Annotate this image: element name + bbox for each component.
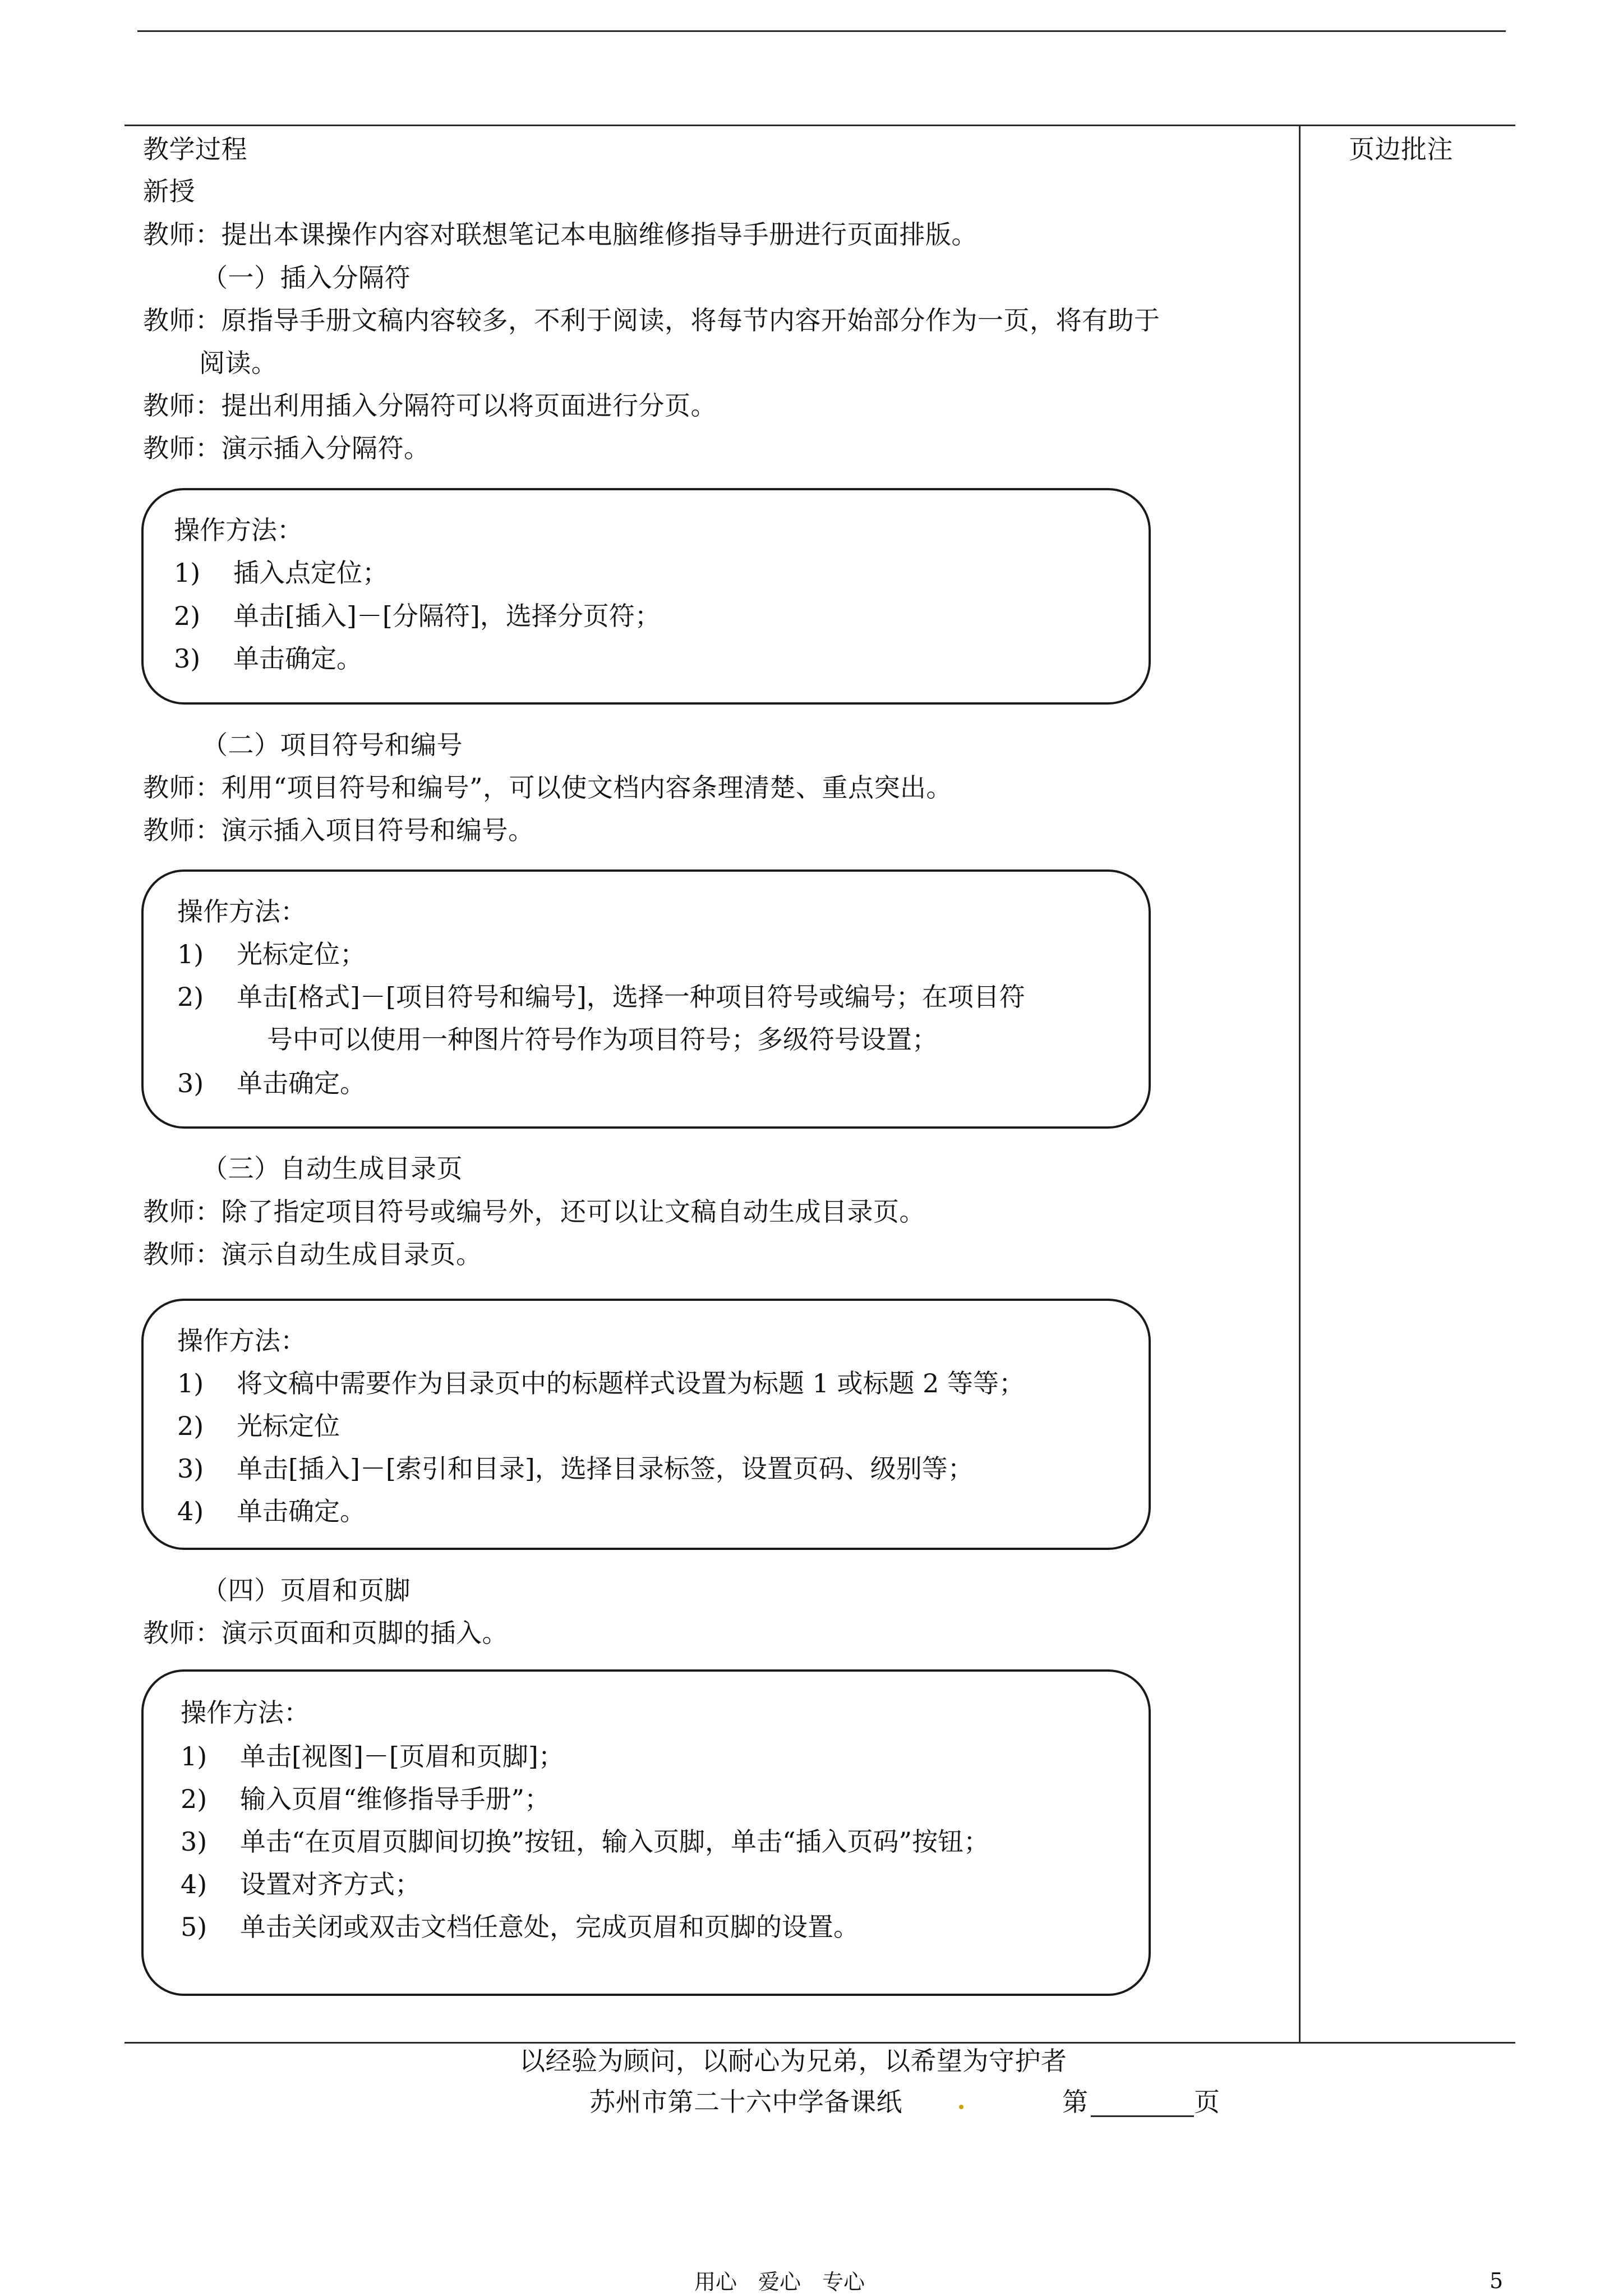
step-text: 单击[视图]－[页眉和页脚]； — [240, 1741, 564, 1772]
page-number: 5 — [1490, 2269, 1504, 2293]
table-divider — [1299, 125, 1301, 2043]
sec4-method-box — [141, 1669, 1151, 1996]
footer-page-prefix: 第 — [1062, 2087, 1089, 2117]
sec3-method-title: 操作方法： — [177, 1326, 306, 1356]
step-number: 5) — [181, 1912, 208, 1942]
decorative-dot — [959, 2105, 963, 2109]
step-number: 2) — [177, 982, 204, 1012]
sec1-para3: 教师：演示插入分隔符。 — [143, 433, 430, 463]
step-text: 设置对齐方式； — [240, 1869, 421, 1899]
step-text: 插入点定位； — [233, 558, 388, 588]
footer-school: 苏州市第二十六中学备课纸 — [589, 2087, 902, 2117]
intro-paragraph: 教师：提出本课操作内容对联想笔记本电脑维修指导手册进行页面排版。 — [143, 219, 978, 250]
footer-page-blank — [1091, 2115, 1194, 2117]
step-text: 光标定位 — [237, 1411, 340, 1441]
sec4-para1: 教师：演示页面和页脚的插入。 — [143, 1618, 508, 1648]
step-number: 2) — [177, 1411, 204, 1441]
step-number: 3) — [174, 643, 201, 674]
step-number: 3) — [177, 1453, 204, 1484]
table-bottom-border — [125, 2042, 1515, 2044]
step-number: 4) — [177, 1496, 204, 1526]
step-number: 1) — [177, 939, 204, 969]
step-number: 1) — [181, 1741, 208, 1772]
step-number: 2) — [174, 601, 201, 631]
side-column-title: 页边批注 — [1349, 134, 1453, 164]
bottom-center-text: 用心 爱心 专心 — [694, 2270, 865, 2294]
step-number: 4) — [181, 1869, 208, 1899]
step-number: 3) — [181, 1826, 208, 1857]
sec1-method-box — [141, 488, 1151, 705]
step-number: 3) — [177, 1068, 204, 1098]
footer-page-suffix: 页 — [1194, 2087, 1220, 2117]
step-number: 2) — [181, 1784, 208, 1814]
sec4-method-title: 操作方法： — [181, 1697, 310, 1728]
step-text-line2: 号中可以使用一种图片符号作为项目符号；多级符号设置； — [267, 1024, 938, 1055]
step-text: 单击[插入]－[分隔符]，选择分页符； — [233, 601, 661, 631]
sec1-para1-line1: 教师：原指导手册文稿内容较多，不利于阅读，将每节内容开始部分作为一页，将有助于 — [143, 305, 1160, 335]
sec2-para1: 教师：利用“项目符号和编号”，可以使文档内容条理清楚、重点突出。 — [143, 772, 953, 803]
main-column-title: 教学过程 — [143, 134, 247, 164]
step-text: 单击关闭或双击文档任意处，完成页眉和页脚的设置。 — [240, 1912, 859, 1942]
step-text: 单击确定。 — [233, 643, 362, 674]
footer-motto: 以经验为顾问，以耐心为兄弟，以希望为守护者 — [519, 2046, 1067, 2076]
step-number: 1) — [177, 1368, 204, 1398]
section-new-label: 新授 — [143, 176, 195, 206]
table-top-border — [125, 125, 1515, 126]
sec2-heading: （二）项目符号和编号 — [202, 730, 463, 760]
top-rule — [137, 30, 1506, 32]
sec2-method-title: 操作方法： — [177, 896, 306, 927]
step-number: 1) — [174, 558, 201, 588]
sec2-method-box — [141, 869, 1151, 1129]
step-text-line1: 单击[格式]－[项目符号和编号]，选择一种项目符号或编号；在项目符 — [237, 982, 1025, 1012]
sec2-para2: 教师：演示插入项目符号和编号。 — [143, 815, 534, 845]
sec3-heading: （三）自动生成目录页 — [202, 1153, 463, 1184]
sec3-method-box — [141, 1299, 1151, 1550]
sec1-para1-line2: 阅读。 — [199, 348, 278, 378]
sec1-method-title: 操作方法： — [174, 515, 303, 545]
sec3-para2: 教师：演示自动生成目录页。 — [143, 1239, 482, 1269]
step-text: 单击确定。 — [237, 1496, 366, 1526]
sec3-para1: 教师：除了指定项目符号或编号外，还可以让文稿自动生成目录页。 — [143, 1197, 925, 1227]
step-text: 输入页眉“维修指导手册”； — [240, 1784, 551, 1814]
step-text: 单击“在页眉页脚间切换”按钮，输入页脚，单击“插入页码”按钮； — [240, 1826, 990, 1857]
step-text: 将文稿中需要作为目录页中的标题样式设置为标题 1 或标题 2 等等； — [237, 1368, 1025, 1398]
step-text: 单击[插入]－[索引和目录]，选择目录标签，设置页码、级别等； — [237, 1453, 974, 1484]
step-text: 光标定位； — [237, 939, 366, 969]
sec4-heading: （四）页眉和页脚 — [202, 1575, 411, 1605]
step-text: 单击确定。 — [237, 1068, 366, 1098]
sec1-heading: （一）插入分隔符 — [202, 263, 411, 293]
sec1-para2: 教师：提出利用插入分隔符可以将页面进行分页。 — [143, 390, 717, 421]
